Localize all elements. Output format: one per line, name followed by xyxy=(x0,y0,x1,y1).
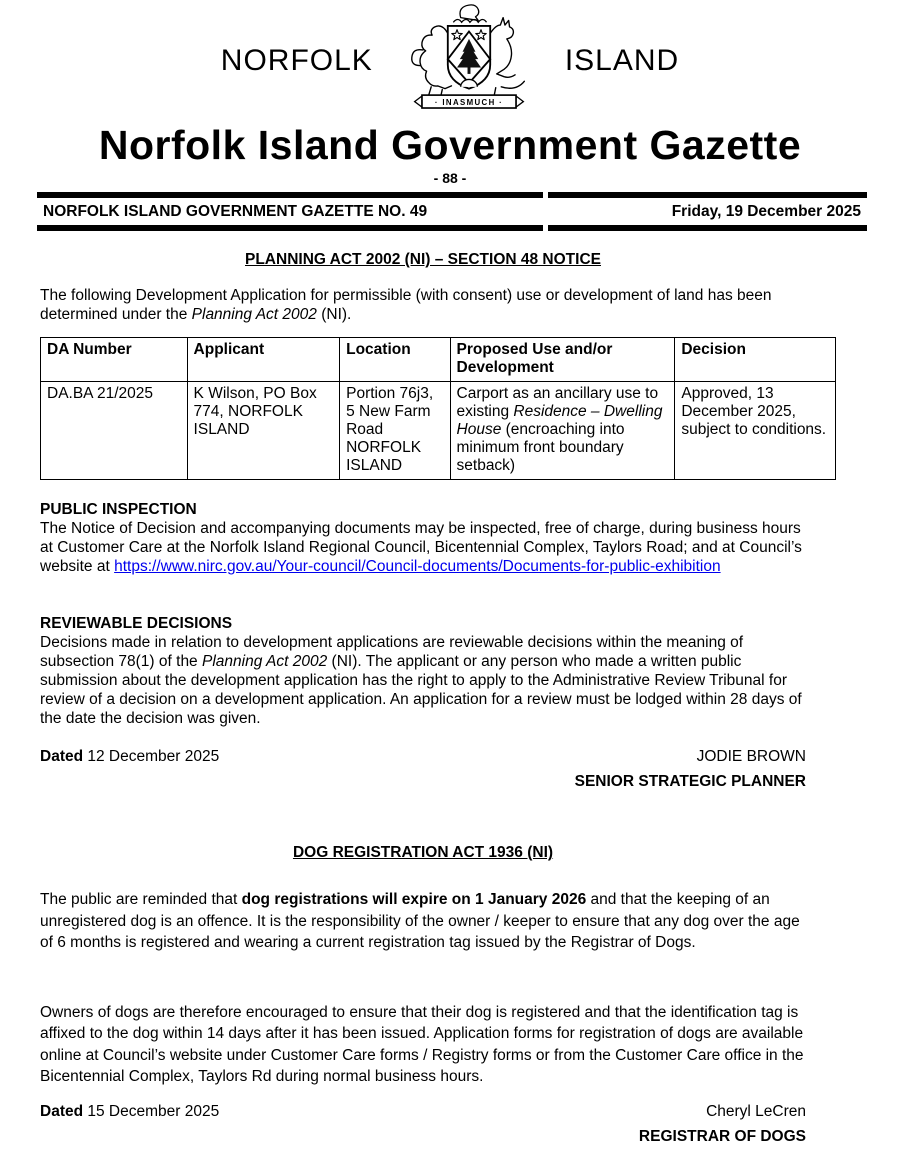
public-inspection-text: The Notice of Decision and accompanying documents may be inspected, free of charge, during business hours at Customer Care at the Norfolk Island Regional Council, Bicentennial Complex, Taylors Road; and at Council’s website at xyxy=(40,520,802,575)
col-header-da-number: DA Number xyxy=(41,338,188,382)
planning-intro-suffix: (NI). xyxy=(316,306,352,323)
dog-signatory xyxy=(639,1102,806,1146)
gazette-number: NORFOLK ISLAND GOVERNMENT GAZETTE NO. 49 xyxy=(37,192,543,231)
signatory-title: SENIOR STRATEGIC PLANNER xyxy=(574,773,806,790)
signatory-name: Cheryl LeCren xyxy=(706,1102,806,1120)
da-table xyxy=(40,337,836,480)
planning-dated xyxy=(40,747,219,766)
cell-proposed-use xyxy=(450,382,675,480)
gazette-header-bar xyxy=(37,192,867,231)
planning-intro-act-name: Planning Act 2002 xyxy=(191,306,317,323)
masthead-word-norfolk: NORFOLK xyxy=(220,44,373,77)
dog-paragraph-2: Owners of dogs are therefore encouraged to ensure that their dog is registered and that the identification tag is affixed to the dog within 14 days after it has been issued. Application forms for registration of dogs are available online at Council’s website under Customer Care forms / Registry forms or from the Customer Care office in the Bicentennial Complex, Taylors Rd during normal business hours. xyxy=(40,1003,804,1085)
signatory-name: JODIE BROWN xyxy=(696,748,806,765)
coat-of-arms-icon xyxy=(399,2,539,120)
dated-label: Dated xyxy=(40,1102,84,1120)
page-title: Norfolk Island Government Gazette xyxy=(98,122,802,168)
col-header-location: Location xyxy=(340,338,450,382)
planning-signoff xyxy=(40,747,806,791)
signatory-title: REGISTRAR OF DOGS xyxy=(638,1127,806,1145)
cell-location: Portion 76j3, 5 New Farm Road NORFOLK ISLAND xyxy=(340,382,450,480)
da-table-header-row xyxy=(41,338,836,382)
dated-date: 12 December 2025 xyxy=(83,748,220,765)
dog-p1-suffix: and that the keeping of an unregistered dog is an offence. It is the responsibility of the owner / keeper to ensure that any dog over the age of 6 months is registered and wearing a current registration tag issued by the Registrar of Dogs. xyxy=(40,891,800,951)
dog-paragraph-1 xyxy=(40,889,806,954)
reviewable-text: Decisions made in relation to development applications are reviewable decisions within the meaning of subsection 78(1) of the xyxy=(40,634,744,670)
reviewable-suffix: (NI). The applicant or any person who made a written public submission about the development application has the right to apply to the Administrative Review Tribunal for review of a decision on a development application. An application for a review must be lodged within 28 days of the date the decision was given. xyxy=(40,653,802,727)
planning-signatory xyxy=(575,747,806,791)
dated-date: 15 December 2025 xyxy=(83,1102,220,1120)
cell-da-number: DA.BA 21/2025 xyxy=(41,382,188,480)
proposed-use-text: Carport as an ancillary use to existing xyxy=(456,385,659,420)
masthead xyxy=(0,4,900,118)
lion-supporter-icon xyxy=(412,26,452,98)
planning-act-heading: PLANNING ACT 2002 (NI) – SECTION 48 NOTICE xyxy=(245,251,601,268)
proposed-use-italic: Residence – Dwelling House xyxy=(456,403,663,438)
public-exhibition-link[interactable]: https://www.nirc.gov.au/Your-council/Council-documents/Documents-for-public-exhibition xyxy=(114,558,721,575)
col-header-decision: Decision xyxy=(675,338,836,382)
reviewable-decisions-heading: REVIEWABLE DECISIONS xyxy=(40,615,233,632)
dog-act-heading: DOG REGISTRATION ACT 1936 (NI) xyxy=(292,844,554,861)
col-header-proposed-use: Proposed Use and/or Development xyxy=(450,338,675,382)
gazette-date: Friday, 19 December 2025 xyxy=(548,192,867,231)
gazette-content xyxy=(40,250,827,1146)
dog-signoff xyxy=(40,1102,806,1146)
cell-decision: Approved, 13 December 2025, subject to conditions. xyxy=(675,382,836,480)
dog-p1-text: The public are reminded that xyxy=(40,891,242,908)
page-number: - 88 - xyxy=(433,170,467,186)
reviewable-decisions-body xyxy=(40,633,806,728)
planning-intro xyxy=(40,286,806,324)
dog-p1-bold: dog registrations will expire on 1 January 2026 xyxy=(241,891,587,908)
kangaroo-supporter-icon xyxy=(490,18,524,97)
proposed-use-suffix: (encroaching into minimum front boundary setback) xyxy=(456,421,625,474)
public-inspection-body xyxy=(40,519,806,576)
reviewable-act-name: Planning Act 2002 xyxy=(202,653,328,670)
crest-motto: · INASMUCH · xyxy=(434,97,503,107)
masthead-word-island: ISLAND xyxy=(564,44,680,77)
col-header-applicant: Applicant xyxy=(187,338,340,382)
dated-label: Dated xyxy=(40,748,84,765)
cell-applicant: K Wilson, PO Box 774, NORFOLK ISLAND xyxy=(187,382,340,480)
planning-intro-text: The following Development Application for permissible (with consent) use or development of land has been determined under the xyxy=(40,287,772,323)
da-table-row xyxy=(41,382,836,480)
dog-dated xyxy=(40,1102,219,1121)
public-inspection-heading: PUBLIC INSPECTION xyxy=(40,501,197,518)
